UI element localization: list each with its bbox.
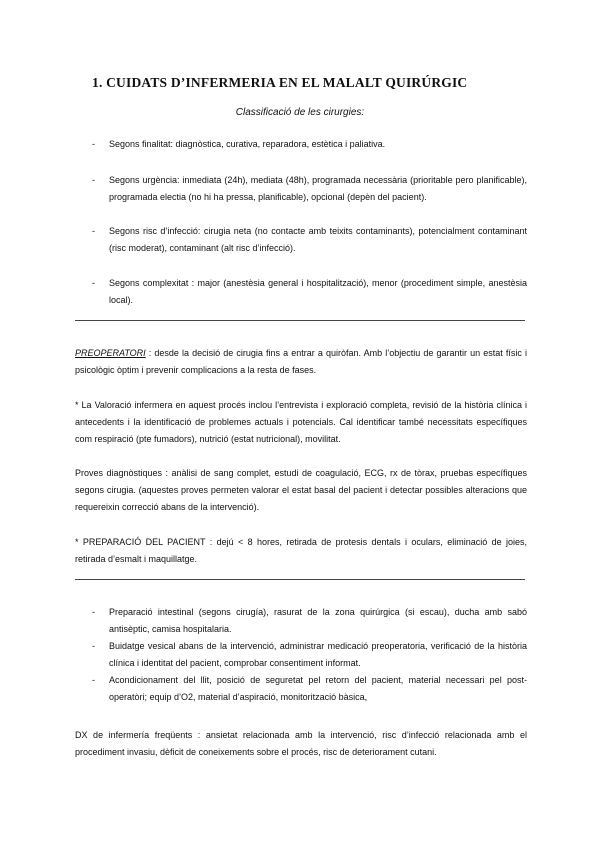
proves-paragraph: Proves diagnòstiques : anàlisi de sang complet, estudi de coagulació, ECG, rx de tòrax, pruebas específiques segons cirugia. (aquestes proves permeten valorar el estat basal del pacient i detectar possibles alteracions que requereixin correcció abans de la intervenció).: [75, 468, 527, 512]
preoperatori-paragraph: [75, 345, 527, 379]
dx-paragraph: DX de infermería freqüents : ansietat relacionada amb la intervenció, risc d’infecció relacionada amb el procediment invasiu, dèficit de coneixements sobre el procés, risc de deteriorament cutani.: [75, 730, 527, 757]
classification-list: [92, 275, 527, 309]
divider: [75, 320, 525, 321]
preoperatori-heading: PREOPERATORI: [75, 348, 146, 358]
classification-list: [92, 223, 527, 257]
valoracio-paragraph: * La Valoració infermera en aquest procés inclou l’entrevista i exploració completa, revisió de la història clínica i antecedents i la identificació de problemes actuals i potencials. Cal identificar també necessitats específiques com respiració (pte fumadors), nutrició (estat nutricional), movilitat.: [75, 400, 527, 444]
list-item: - Acondicionament del llit, posició de seguretat pel retorn del pacient, material necessari pel post-operatòri; equip d’O2, material d’aspiració, monitorització bàsica,: [92, 672, 527, 706]
list-item: - Preparació intestinal (segons cirugía), rasurat de la zona quirúrgica (si escau), ducha amb sabó antisèptic, camisa hospitalaria.: [92, 604, 527, 638]
list-item: - Segons complexitat : major (anestèsia general i hospitalització), menor (procediment simple, anestèsia local).: [92, 275, 527, 309]
divider: [75, 579, 525, 580]
page-title: 1. CUIDATS D’INFERMERIA EN EL MALALT QUIRÚRGIC: [92, 75, 468, 90]
list-item: - Segons risc d’infecció: cirugia neta (no contacte amb teixits contaminants), potencialment contaminant (risc moderat), contaminant (alt risc d’infecció).: [92, 223, 527, 257]
list-item: - Segons urgència: inmediata (24h), mediata (48h), programada necessària (prioritable pero planificable), programada electia (no hi ha pressa, planificable), opcional (depèn del pacient).: [92, 172, 527, 206]
section-subtitle: Classificació de les cirurgies:: [235, 107, 365, 118]
list-item: - Buidatge vesical abans de la intervenció, administrar medicació preoperatoria, verificació de la història clínica i identitat del pacient, comprobar consentiment informat.: [92, 638, 527, 672]
classification-list: [92, 136, 527, 153]
list-item: - Segons finalitat: diagnòstica, curativa, reparadora, estètica i paliativa.: [92, 136, 527, 153]
preoperatori-text: : desde la decisió de cirugia fins a entrar a quiròfan. Amb l’objectiu de garantir un estat físic i psicològic òptim i prevenir complicacions a la resta de fases.: [75, 348, 527, 375]
classification-list: [92, 172, 527, 206]
preparacio-paragraph: * PREPARACIÓ DEL PACIENT : dejú < 8 hores, retirada de protesis dentals i oculars, eliminació de joies, retirada d’esmalt i maquillatge.: [75, 537, 527, 564]
steps-list: [92, 604, 527, 706]
